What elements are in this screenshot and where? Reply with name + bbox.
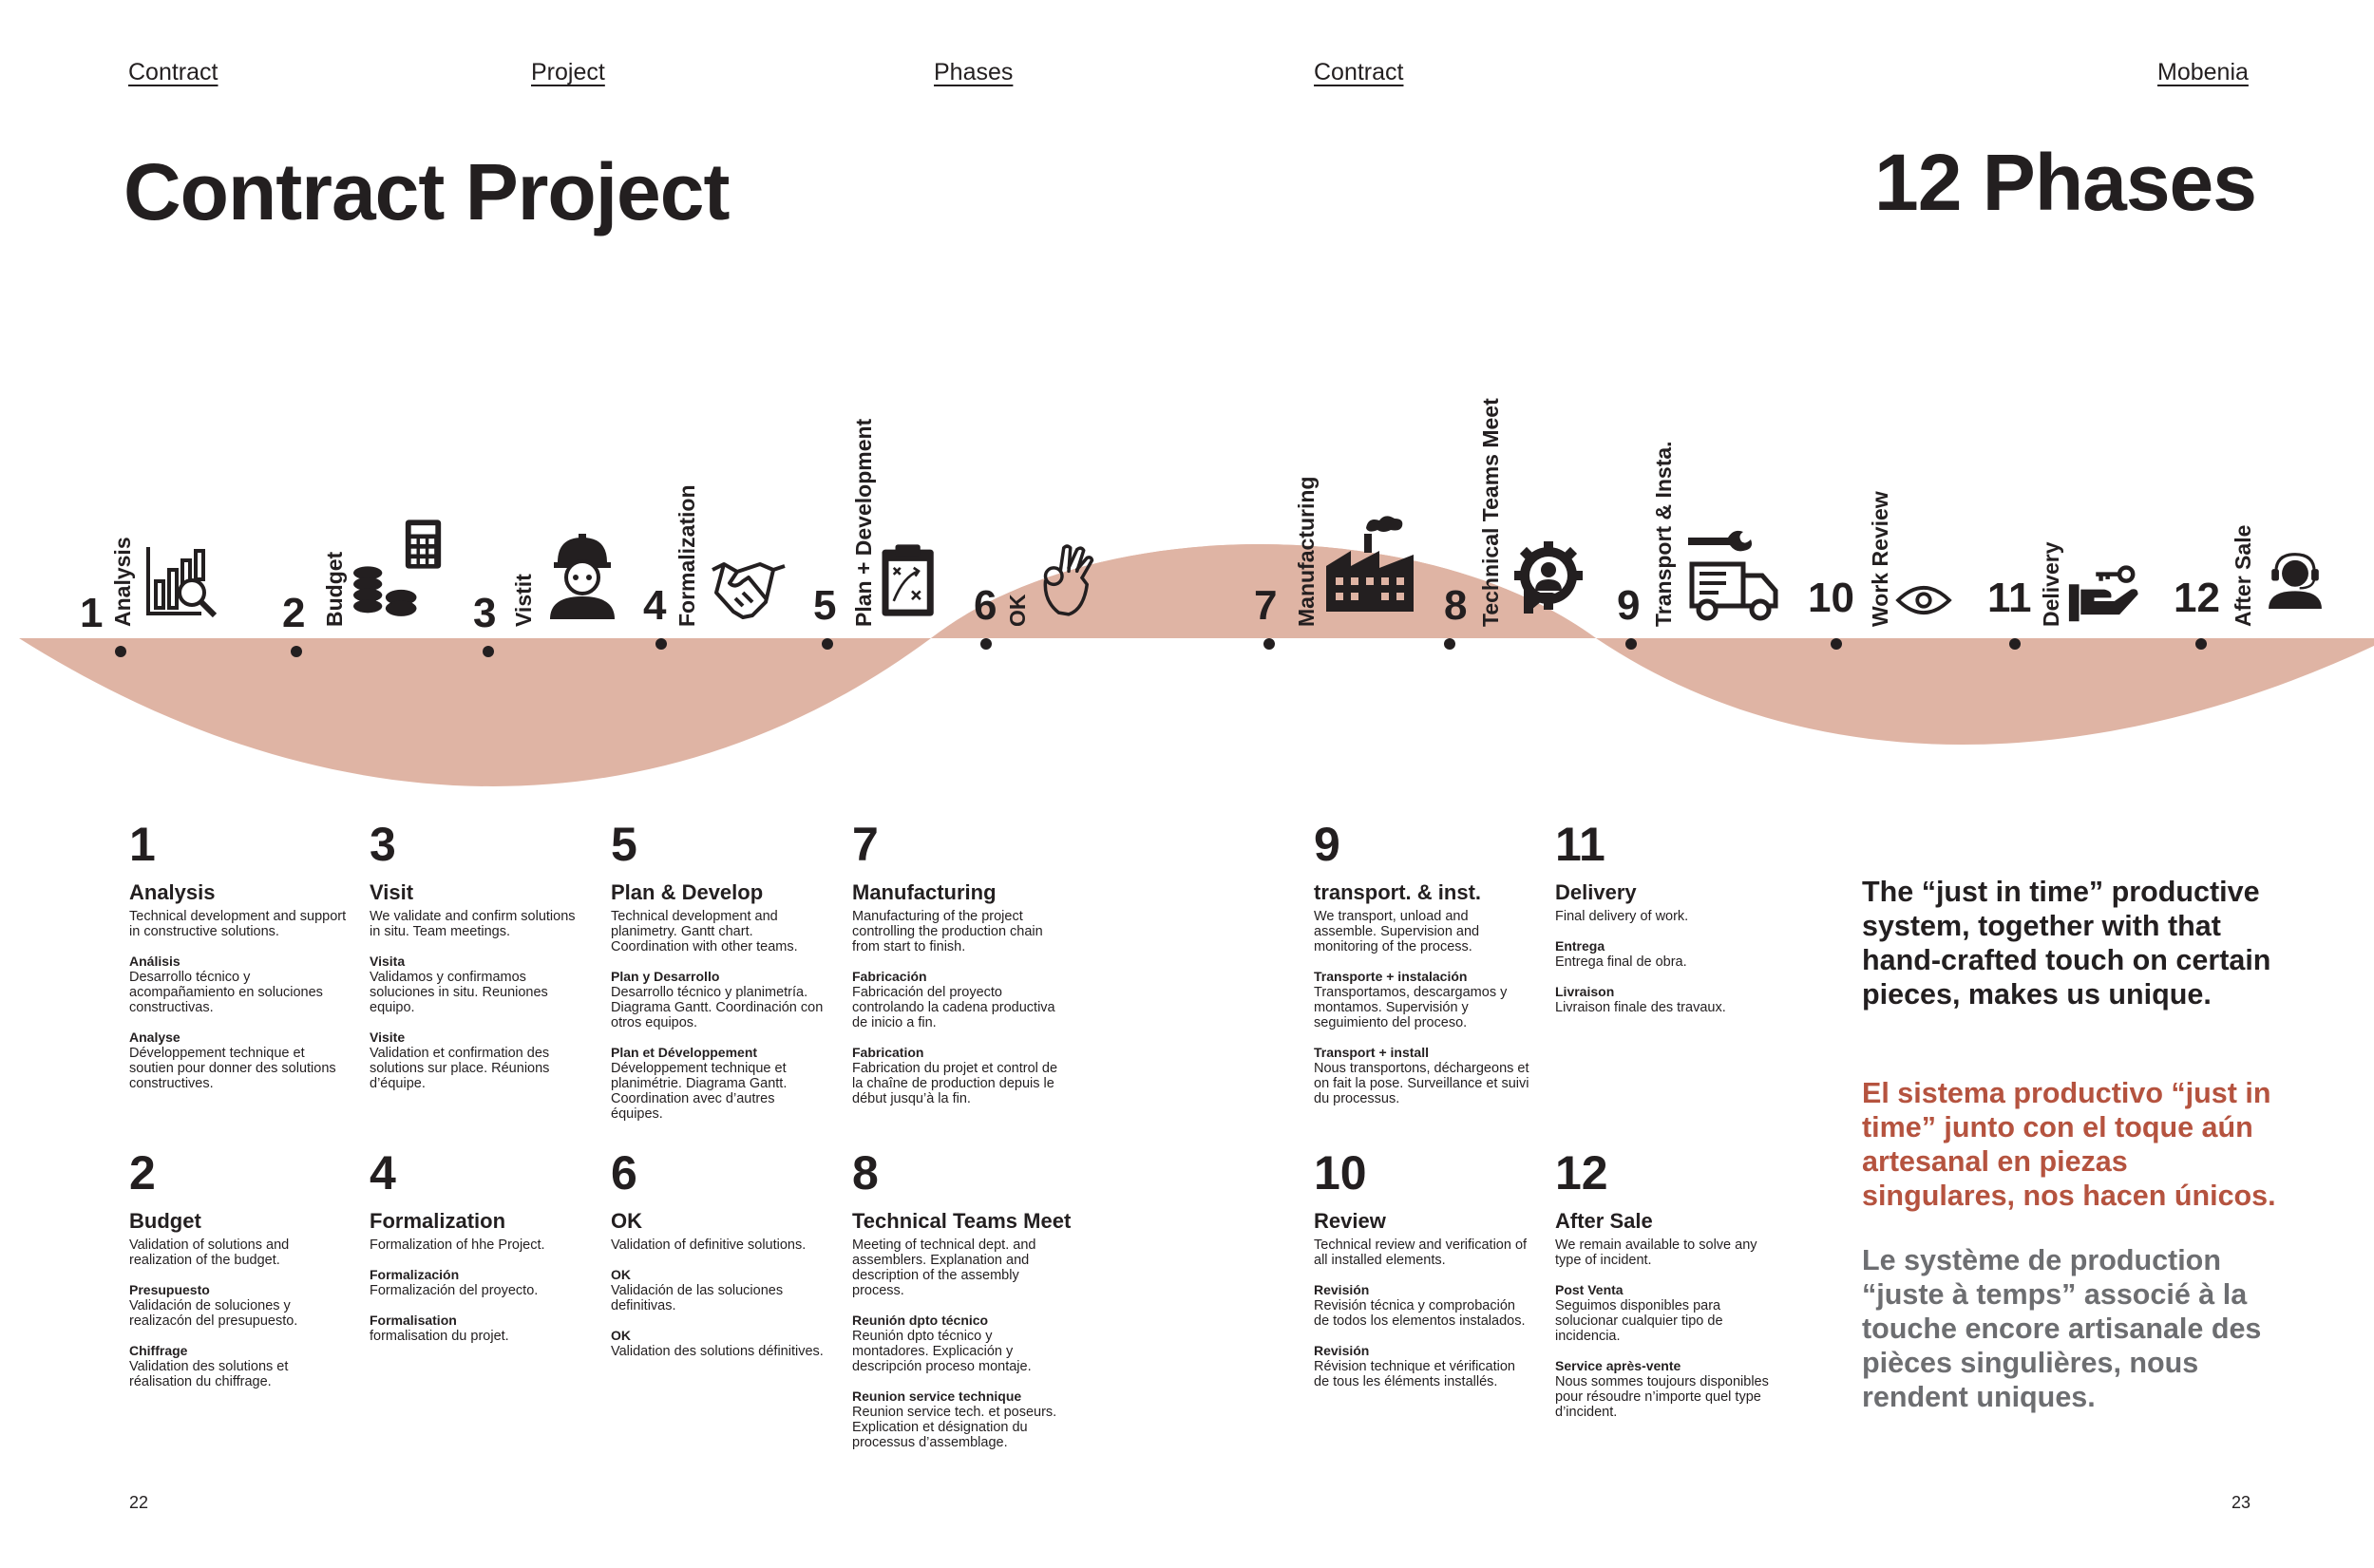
phase-heading-fr: Chiffrage (129, 1342, 188, 1358)
phase-number: 1 (129, 818, 156, 871)
timeline-number: 10 (1808, 575, 1854, 621)
phase-text-fr: Nous transportons, déchargeons et on fait la pose. Surveillance et suivi du processus. (1314, 1060, 1529, 1106)
phase-heading-es: Entrega (1555, 938, 1605, 954)
phase-text-en: We validate and confirm solutions in situ. Team meetings. (370, 909, 576, 940)
phase-heading-fr: Visite (370, 1029, 406, 1045)
phase-number: 3 (370, 818, 396, 871)
timeline-label: Technical Teams Meet (1478, 398, 1503, 627)
phase-text-fr: Validation et confirmation des solutions sur place. Réunions d’équipe. (370, 1045, 550, 1091)
quote-english: The “just in time” productive system, together with that hand-crafted touch on certain pieces, makes us unique. (1862, 876, 2271, 1011)
phase-title: After Sale (1555, 1209, 1653, 1233)
phase-title: Technical Teams Meet (852, 1209, 1072, 1233)
timeline-number: 4 (643, 582, 667, 629)
phase-title: OK (611, 1209, 642, 1233)
phase-heading-fr: Plan et Développement (611, 1044, 758, 1060)
timeline-number: 2 (282, 590, 306, 636)
nav-link-contract-2[interactable]: Contract (1314, 59, 1404, 85)
phase-1-description (129, 818, 348, 1105)
timeline-number: 7 (1254, 582, 1278, 629)
phase-heading-es: OK (611, 1267, 631, 1283)
timeline-dot (2009, 638, 2021, 650)
phase-2-description (129, 1146, 348, 1404)
phase-text-es: Fabricación del proyecto controlando la cadena productiva de inicio a fin. (852, 985, 1055, 1030)
phase-text-en: Meeting of technical dept. and assemblers. Explanation and description of the assembly process. (852, 1237, 1036, 1298)
phase-text-fr: Développement technique et soutien pour donner des solutions constructives. (129, 1045, 336, 1091)
phase-heading-es: Presupuesto (129, 1282, 210, 1298)
phase-text-es: Seguimos disponibles para solucionar cualquier tipo de incidencia. (1555, 1298, 1723, 1344)
phase-text-es: Formalización del proyecto. (370, 1283, 539, 1299)
timeline-number: 8 (1444, 582, 1468, 629)
phase-heading-es: Post Venta (1555, 1282, 1624, 1298)
phase-text-en: Validation of solutions and realization of the budget. (129, 1237, 290, 1269)
timeline-number: 11 (1987, 575, 2032, 621)
phase-number: 12 (1555, 1146, 1608, 1200)
phase-heading-fr: Revisión (1314, 1342, 1370, 1358)
timeline-dot (655, 638, 667, 650)
phase-heading-es: Transporte + instalación (1314, 969, 1468, 984)
phase-text-en: Technical review and verification of all installed elements. (1314, 1237, 1528, 1269)
timeline-number: 12 (2174, 575, 2220, 621)
timeline-label: After Sale (2231, 524, 2255, 627)
timeline-dot (2195, 638, 2207, 650)
phase-heading-es: Revisión (1314, 1282, 1370, 1298)
phase-text-es: Validación de las soluciones definitivas. (611, 1283, 784, 1314)
timeline-label: Plan + Development (851, 418, 876, 627)
phase-title: Budget (129, 1209, 201, 1233)
timeline-number: 5 (813, 582, 837, 629)
phase-number: 11 (1555, 818, 1605, 871)
phase-heading-fr: Analyse (129, 1029, 180, 1045)
phase-text-es: Revisión técnica y comprobación de todos los elementos instalados. (1314, 1298, 1526, 1329)
phase-heading-es: Formalización (370, 1267, 460, 1283)
phase-text-en: Manufacturing of the project controlling the production chain from start to finish. (852, 909, 1043, 955)
timeline-dot (1625, 638, 1637, 650)
phase-text-fr: formalisation du projet. (370, 1329, 509, 1345)
timeline-label: OK (1005, 594, 1030, 627)
phase-title: transport. & inst. (1314, 880, 1482, 904)
timeline-number: 3 (473, 590, 497, 636)
phase-title: Visit (370, 880, 414, 904)
timeline-dot (980, 638, 992, 650)
factory-icon (1322, 513, 1417, 617)
phase-11-description (1555, 818, 1774, 1030)
timeline-label: Vistit (511, 574, 536, 627)
phase-heading-fr: Formalisation (370, 1313, 457, 1329)
phase-text-es: Entrega final de obra. (1555, 954, 1687, 971)
phase-9-description (1314, 818, 1532, 1121)
nav-link-mobenia[interactable]: Mobenia (2157, 59, 2249, 85)
phase-heading-fr: Reunion service technique (852, 1388, 1022, 1404)
phase-heading-es: Plan y Desarrollo (611, 969, 720, 984)
phase-heading-es: Fabricación (852, 969, 927, 984)
page-number-right: 23 (2231, 1493, 2251, 1512)
phase-text-es: Validación de soluciones y realizacón del presupuesto. (129, 1298, 298, 1329)
phase-12-description (1555, 1146, 1774, 1434)
phase-heading-fr: Livraison (1555, 984, 1615, 1000)
timeline-label: Transport & Insta. (1651, 441, 1676, 627)
phase-text-fr: Fabrication du projet et control de la chaîne de production depuis le début jusqu’à la fin. (852, 1060, 1058, 1106)
phase-text-fr: Révision technique et vérification de tous les éléments installés. (1314, 1358, 1515, 1389)
quote-french: Le système de production “juste à temps” associé à la touche encore artisanale des pièces singulières, nous rendent uniques. (1862, 1244, 2262, 1413)
phase-text-es: Desarrollo técnico y planimetría. Diagrama Gantt. Coordinación con otros equipos. (611, 985, 824, 1030)
team-gear-icon (1510, 541, 1586, 617)
phase-text-en: We transport, unload and assemble. Supervision and monitoring of the process. (1314, 909, 1480, 955)
timeline-number: 9 (1617, 582, 1641, 629)
phase-7-description (852, 818, 1071, 1121)
nav-link-project[interactable]: Project (531, 59, 605, 85)
timeline-label: Formalization (674, 484, 699, 627)
phase-title: Review (1314, 1209, 1386, 1233)
phase-text-en: Final delivery of work. (1555, 909, 1689, 925)
ok-hand-icon (1035, 538, 1102, 623)
phase-10-description (1314, 1146, 1532, 1404)
timeline-dot (291, 646, 302, 657)
timeline-number: 1 (80, 590, 104, 636)
phase-8-description (852, 1146, 1072, 1464)
timeline-label: Work Review (1868, 491, 1892, 627)
hand-key-icon (2067, 564, 2143, 623)
phase-title: Formalization (370, 1209, 506, 1233)
phase-heading-fr: Fabrication (852, 1044, 924, 1060)
phase-number: 9 (1314, 818, 1340, 871)
phase-number: 2 (129, 1146, 156, 1200)
phase-heading-fr: OK (611, 1328, 631, 1343)
timeline-dot (115, 646, 126, 657)
phase-text-fr: Nous sommes toujours disponibles pour résoudre n’importe quel type d’incident. (1555, 1373, 1769, 1420)
phase-text-fr: Reunion service tech. et poseurs. Explication et désignation du processus d’assemblage. (852, 1404, 1057, 1450)
page-title: Contract Project (123, 147, 730, 236)
phase-text-fr: Validation des solutions définitives. (611, 1344, 824, 1359)
nav-link-phases[interactable]: Phases (934, 59, 1014, 85)
phase-text-en: Formalization of hhe Project. (370, 1237, 545, 1254)
phase-text-es: Reunión dpto técnico y montadores. Explicación y descripción proceso montaje. (852, 1328, 1032, 1374)
phase-text-en: Technical development and planimetry. Gantt chart. Coordination with other teams. (611, 909, 798, 955)
eye-icon (1895, 581, 1952, 619)
phase-title: Analysis (129, 880, 216, 904)
headset-support-icon (2266, 541, 2325, 617)
phase-text-es: Validamos y confirmamos soluciones in situ. Reuniones equipo. (370, 970, 548, 1015)
phase-number: 6 (611, 1146, 637, 1200)
handshake-icon (711, 549, 787, 625)
phase-number: 5 (611, 818, 637, 871)
phase-heading-fr: Transport + install (1314, 1044, 1429, 1060)
phase-title: Manufacturing (852, 880, 997, 904)
phase-heading-fr: Service après-vente (1555, 1357, 1681, 1373)
phase-text-fr: Livraison finale des travaux. (1555, 1000, 1726, 1016)
phase-6-description (611, 1146, 829, 1373)
phase-text-es: Transportamos, descargamos y montamos. Supervisión y seguimiento del proceso. (1314, 985, 1508, 1030)
timeline-label: Budget (322, 551, 347, 627)
timeline-number: 6 (974, 582, 997, 629)
phase-number: 10 (1314, 1146, 1367, 1200)
phase-text-en: Technical development and support in constructive solutions. (129, 909, 347, 940)
clipboard-plan-icon (879, 538, 945, 623)
timeline-label: Delivery (2039, 541, 2063, 627)
phase-text-en: We remain available to solve any type of incident. (1555, 1237, 1757, 1269)
phase-heading-es: Análisis (129, 954, 180, 970)
phase-title: Delivery (1555, 880, 1637, 904)
timeline-dot (1263, 638, 1275, 650)
phase-5-description (611, 818, 829, 1136)
analysis-chart-icon (144, 543, 220, 619)
nav-link-contract[interactable]: Contract (128, 59, 218, 85)
phase-heading-es: Visita (370, 954, 406, 970)
timeline-dot (1831, 638, 1842, 650)
timeline-label: Analysis (110, 537, 135, 627)
phase-text-fr: Développement technique et planimétrie. Diagrama Gantt. Coordination avec d’autres équipes. (611, 1060, 788, 1122)
worker-helmet-icon (544, 534, 620, 619)
phase-number: 7 (852, 818, 879, 871)
phase-text-es: Desarrollo técnico y acompañamiento en soluciones constructivas. (129, 970, 323, 1015)
phase-number: 8 (852, 1146, 879, 1200)
timeline-dot (1444, 638, 1455, 650)
timeline-dot (822, 638, 833, 650)
coins-calculator-icon (351, 518, 442, 617)
phase-number: 4 (370, 1146, 396, 1200)
truck-wrench-icon (1686, 526, 1781, 621)
quote-spanish: El sistema productivo “just in time” junto con el toque aún artesanal en piezas singulares, nos hacen únicos. (1862, 1077, 2276, 1212)
phase-heading-es: Reunión dpto técnico (852, 1312, 989, 1328)
phases-title: 12 Phases (1874, 138, 2256, 227)
page-number-left: 22 (129, 1493, 149, 1512)
timeline-label: Manufacturing (1294, 476, 1319, 627)
phase-text-fr: Validation des solutions et réalisation du chiffrage. (129, 1358, 289, 1389)
phase-3-description (370, 818, 588, 1105)
phase-4-description (370, 1146, 588, 1358)
phase-title: Plan & Develop (611, 880, 764, 904)
phase-text-en: Validation of definitive solutions. (611, 1237, 807, 1254)
timeline-dot (483, 646, 494, 657)
